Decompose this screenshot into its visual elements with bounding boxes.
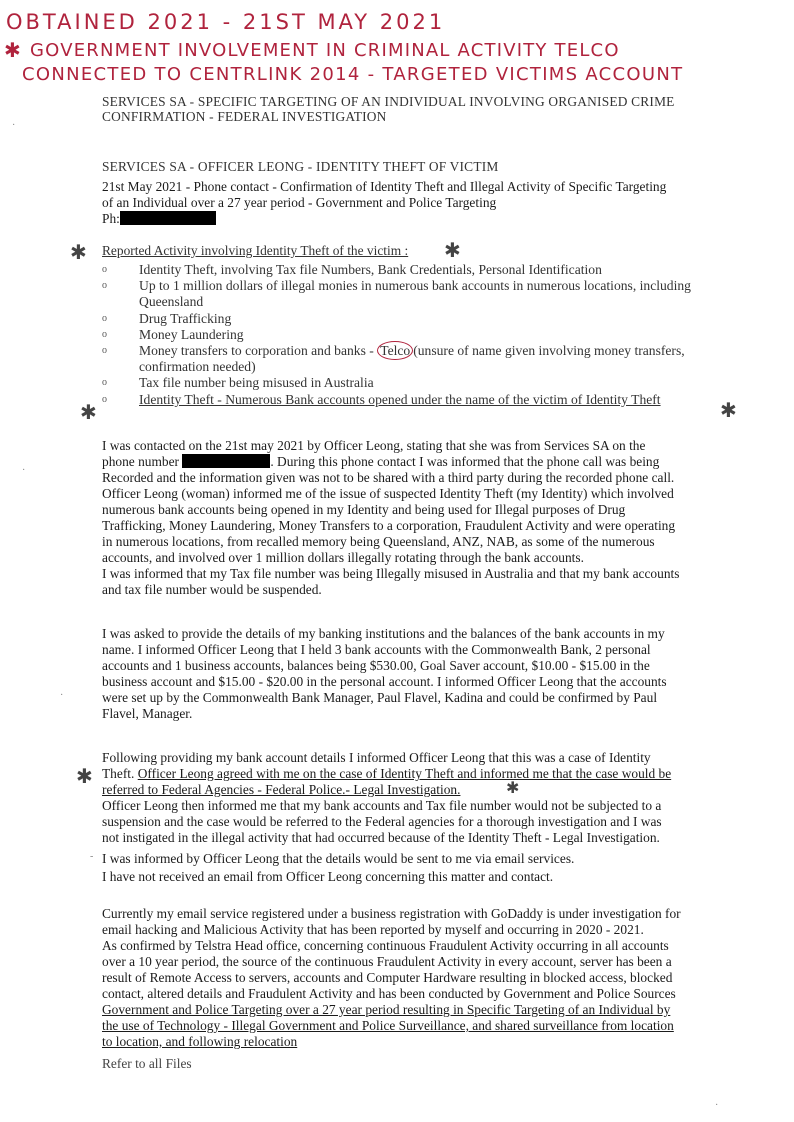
star-icon: ✱ — [506, 778, 520, 797]
star-icon: ✱ — [720, 398, 737, 422]
star-icon: ✱ — [70, 240, 87, 264]
list-item: o Identity Theft, involving Tax file Numbers, Bank Credentials, Personal Identification — [102, 262, 602, 277]
handwritten-centrelink-note: CONNECTED TO CENTRLINK 2014 - TARGETED VICTIMS ACCOUNT — [22, 64, 684, 85]
scan-speck: · — [60, 690, 64, 701]
subheader-period-line: of an Individual over a 27 year period - Government and Police Targeting — [102, 195, 497, 210]
redaction-bar — [120, 211, 216, 225]
document-header-line1: SERVICES SA - SPECIFIC TARGETING OF AN INDIVIDUAL INVOLVING ORGANISED CRIME — [102, 94, 675, 109]
list-item-continuation: Queensland — [139, 294, 204, 310]
redaction-bar — [182, 454, 270, 468]
circled-telco: Telco — [377, 341, 413, 360]
list-item: o Money Laundering — [102, 326, 244, 342]
red-star-icon: ✱ — [4, 38, 21, 62]
subheader-date-line: 21st May 2021 - Phone contact - Confirmation of Identity Theft and Illegal Activity of Specific Targeting — [102, 179, 667, 194]
scan-speck: · — [12, 120, 16, 131]
list-item: o Money transfers to corporation and banks - Telco (unsure of name given involving money transfers, — [102, 343, 685, 359]
scan-speck: - — [90, 851, 94, 862]
phone-label: Ph: — [102, 211, 120, 226]
subheader-title: SERVICES SA - OFFICER LEONG - IDENTITY THEFT OF VICTIM — [102, 159, 499, 174]
star-icon: ✱ — [80, 400, 97, 424]
document-header-line2: CONFIRMATION - FEDERAL INVESTIGATION — [102, 109, 387, 124]
reported-activity-list — [102, 262, 762, 408]
phone-line — [102, 211, 752, 227]
handwritten-date-note: OBTAINED 2021 - 21ST MAY 2021 — [6, 10, 446, 34]
list-item: o Up to 1 million dollars of illegal monies in numerous bank accounts in numerous locations, including — [102, 278, 691, 294]
list-item: o Drug Trafficking — [102, 310, 232, 326]
star-icon: ✱ — [444, 238, 461, 262]
list-item-continuation: confirmation needed) — [139, 359, 256, 375]
reported-activity-heading: Reported Activity involving Identity Theft of the victim : — [102, 243, 409, 258]
list-item: o Identity Theft - Numerous Bank accounts opened under the name of the victim of Identity Theft — [102, 391, 661, 407]
handwritten-government-note: GOVERNMENT INVOLVEMENT IN CRIMINAL ACTIVITY TELCO — [30, 40, 620, 61]
star-icon: ✱ — [76, 764, 93, 788]
scan-speck: · — [715, 1100, 719, 1111]
list-item: o Tax file number being misused in Australia — [102, 375, 374, 391]
scan-speck: · — [22, 465, 26, 476]
